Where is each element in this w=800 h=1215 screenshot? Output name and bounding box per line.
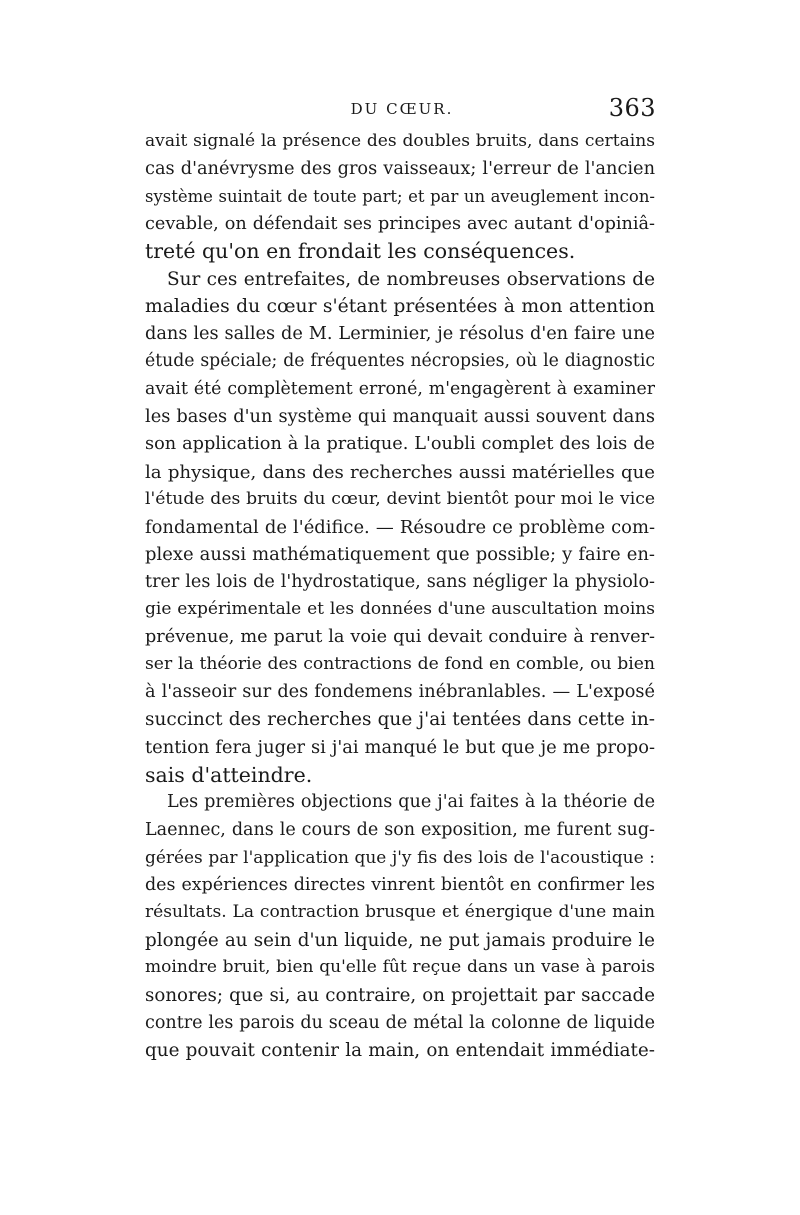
text-line: système suintait de toute part; et par un aveuglement incon-: [145, 187, 655, 207]
text-line: son application à la pratique. L'oubli complet des lois de: [145, 434, 655, 455]
text-line: fondamental de l'édifice. — Résoudre ce problème com-: [145, 516, 655, 538]
text-line: cevable, on défendait ses principes avec autant d'opiniâ-: [145, 213, 655, 234]
text-line: gie expérimentale et les données d'une auscultation moins: [145, 599, 655, 620]
text-line: maladies du cœur s'étant présentées à mon attention: [145, 296, 655, 318]
text-line: ser la théorie des contractions de fond en comble, ou bien: [145, 654, 655, 675]
text-line: Sur ces entrefaites, de nombreuses observations de: [167, 268, 655, 290]
text-line: des expériences directes vinrent bientôt en confirmer les: [145, 874, 655, 895]
text-line: à l'asseoir sur des fondemens inébranlables. — L'exposé: [145, 681, 655, 702]
text-line: l'étude des bruits du cœur, devint bientôt pour moi le vice: [145, 489, 655, 510]
text-line: tention fera juger si j'ai manqué le but que je me propo-: [145, 737, 655, 759]
text-line: moindre bruit, bien qu'elle fût reçue dans un vase à parois: [145, 957, 655, 978]
text-line: succinct des recherches que j'ai tentées dans cette in-: [145, 709, 655, 731]
text-line: étude spéciale; de fréquentes nécropsies, où le diagnostic: [145, 351, 655, 372]
text-line: gérées par l'application que j'y fis des lois de l'acoustique :: [145, 847, 655, 868]
text-line: cas d'anévrysme des gros vaisseaux; l'erreur de l'ancien: [145, 158, 655, 179]
body-text: [145, 128, 655, 1065]
text-line: plongée au sein d'un liquide, ne put jamais produire le: [145, 929, 655, 951]
text-line: Laennec, dans le cours de son exposition, me furent sug-: [145, 819, 655, 840]
page-number: 363: [608, 94, 656, 122]
text-line: treté qu'on en frondait les conséquences.: [145, 239, 576, 264]
text-line: prévenue, me parut la voie qui devait conduire à renver-: [145, 626, 655, 647]
text-line: contre les parois du sceau de métal la colonne de liquide: [145, 1012, 655, 1033]
text-line: sais d'atteindre.: [145, 762, 313, 787]
text-line: dans les salles de M. Lerminier, je résolus d'en faire une: [145, 323, 655, 344]
text-line: la physique, dans des recherches aussi matérielles que: [145, 461, 655, 483]
text-line: trer les lois de l'hydrostatique, sans négliger la physiolo-: [145, 571, 655, 592]
text-line: résultats. La contraction brusque et énergique d'une main: [145, 902, 655, 923]
text-line: les bases d'un système qui manquait aussi souvent dans: [145, 406, 655, 428]
text-line: avait été complètement erroné, m'engagèrent à examiner: [145, 378, 655, 399]
text-line: Les premières objections que j'ai faites à la théorie de: [167, 792, 655, 813]
text-line: que pouvait contenir la main, on entendait immédiate-: [145, 1040, 655, 1062]
running-head: [148, 96, 656, 124]
text-line: sonores; que si, au contraire, on projettait par saccade: [145, 984, 655, 1006]
running-title: DU CŒUR.: [350, 100, 454, 118]
text-line: avait signalé la présence des doubles bruits, dans certains: [145, 131, 655, 151]
text-line: plexe aussi mathématiquement que possible; y faire en-: [145, 544, 655, 566]
